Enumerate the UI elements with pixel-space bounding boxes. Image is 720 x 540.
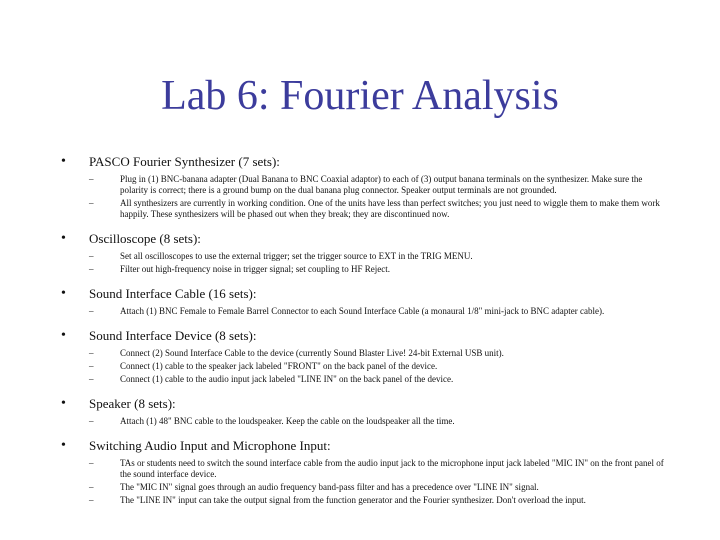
bullet-heading: PASCO Fourier Synthesizer (7 sets): (89, 154, 280, 169)
sub-list (89, 458, 667, 506)
sub-item-text: Plug in (1) BNC-banana adapter (Dual Banana to BNC Coaxial adaptor) to each of (3) output banana terminals on the synthesizer. Make sure the polarity is correct; there is a ground bump on the dual banana plug connector. Speaker output terminals are not grounded. (120, 174, 643, 195)
bullet-heading: Oscilloscope (8 sets): (89, 231, 201, 246)
sub-item-text: Set all oscilloscopes to use the external trigger; set the trigger source to EXT in the TRIG MENU. (120, 251, 473, 261)
dash-icon: – (89, 264, 94, 274)
sub-item-text: Connect (2) Sound Interface Cable to the device (currently Sound Blaster Live! 24-bit External USB unit). (120, 348, 504, 358)
dash-icon: – (89, 306, 94, 316)
sub-item-text: Filter out high-frequency noise in trigger signal; set coupling to HF Reject. (120, 264, 390, 274)
sub-item (89, 482, 667, 493)
dash-icon: – (89, 174, 94, 184)
sub-item (89, 495, 667, 506)
sub-item (89, 416, 667, 427)
dash-icon: – (89, 361, 94, 371)
sub-item-text: TAs or students need to switch the sound interface cable from the audio input jack to the microphone input jack labeled "MIC IN" on the front panel of the sound interface device. (120, 458, 664, 479)
bullet-icon: • (61, 438, 66, 453)
sub-item (89, 251, 667, 262)
sub-item (89, 306, 667, 317)
sub-list (89, 416, 667, 427)
bullet-item-synthesizer (57, 153, 667, 220)
slide-title: Lab 6: Fourier Analysis (161, 73, 559, 119)
sub-list (89, 306, 667, 317)
dash-icon: – (89, 374, 94, 384)
sub-item (89, 198, 667, 220)
bullet-item-switching-audio-input (57, 437, 667, 506)
dash-icon: – (89, 416, 94, 426)
sub-item-text: All synthesizers are currently in working condition. One of the units have less than perfect switches; you just need to wiggle them to make them work happily. These synthesizers will be phased out when they break; they are discontinued now. (120, 198, 660, 219)
bullet-icon: • (61, 154, 66, 169)
sub-item (89, 348, 667, 359)
bullet-item-speaker (57, 395, 667, 427)
bullet-item-oscilloscope (57, 230, 667, 275)
sub-item-text: The "MIC IN" signal goes through an audio frequency band-pass filter and has a precedence over "LINE IN" signal. (120, 482, 539, 492)
sub-list (89, 251, 667, 275)
bullet-icon: • (61, 396, 66, 411)
sub-item (89, 374, 667, 385)
bullet-item-sound-interface-device (57, 327, 667, 385)
dash-icon: – (89, 348, 94, 358)
dash-icon: – (89, 495, 94, 505)
bullet-icon: • (61, 328, 66, 343)
bullet-heading: Sound Interface Cable (16 sets): (89, 286, 257, 301)
bullet-heading: Switching Audio Input and Microphone Input: (89, 438, 331, 453)
bullet-icon: • (61, 231, 66, 246)
dash-icon: – (89, 251, 94, 261)
sub-item (89, 174, 667, 196)
bullet-icon: • (61, 286, 66, 301)
bullet-heading: Speaker (8 sets): (89, 396, 176, 411)
slide-content (57, 153, 667, 516)
sub-item-text: Connect (1) cable to the speaker jack labeled "FRONT" on the back panel of the device. (120, 361, 438, 371)
sub-item-text: Connect (1) cable to the audio input jack labeled "LINE IN" on the back panel of the device. (120, 374, 454, 384)
bullet-heading: Sound Interface Device (8 sets): (89, 328, 257, 343)
sub-list (89, 174, 667, 220)
sub-list (89, 348, 667, 385)
dash-icon: – (89, 198, 94, 208)
sub-item (89, 458, 667, 480)
sub-item (89, 264, 667, 275)
sub-item-text: Attach (1) BNC Female to Female Barrel Connector to each Sound Interface Cable (a monaural 1/8" mini-jack to BNC adapter cable). (120, 306, 605, 316)
sub-item-text: The "LINE IN" input can take the output signal from the function generator and the Fourier synthesizer. Don't overload the input. (120, 495, 586, 505)
dash-icon: – (89, 458, 94, 468)
dash-icon: – (89, 482, 94, 492)
sub-item-text: Attach (1) 48" BNC cable to the loudspeaker. Keep the cable on the loudspeaker all the time. (120, 416, 455, 426)
sub-item (89, 361, 667, 372)
bullet-item-sound-interface-cable (57, 285, 667, 317)
